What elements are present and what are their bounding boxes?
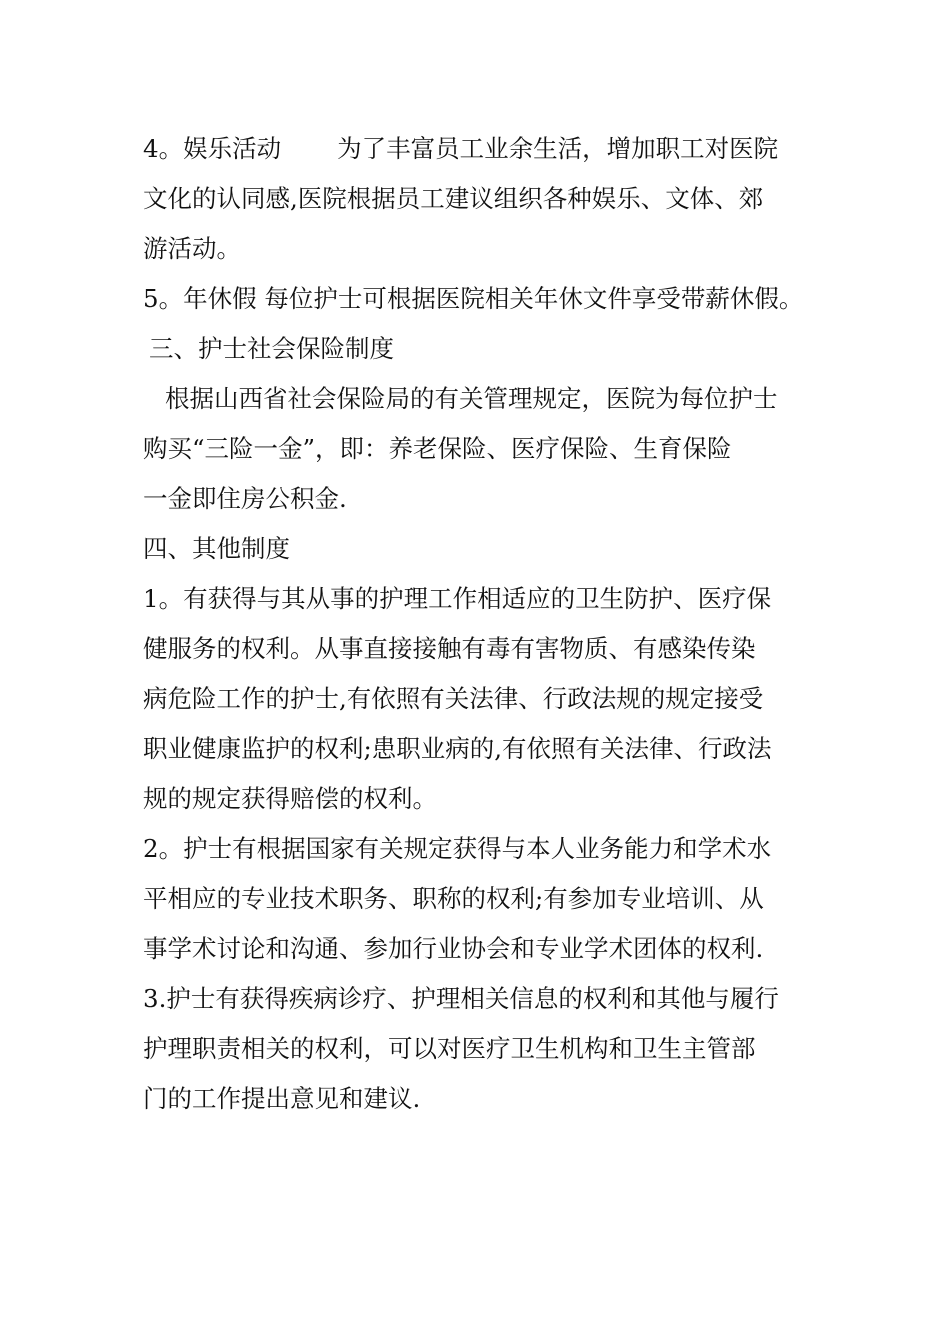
item-4-text: 为了丰富员工业余生活，增加职工对医院: [337, 134, 779, 163]
text-line: 1。有获得与其从事的护理工作相适应的卫生防护、医疗保: [143, 584, 772, 613]
item-4-title: 4。娱乐活动: [143, 134, 282, 163]
section-4-item-1: [143, 574, 823, 824]
text-line: 游活动。: [143, 234, 241, 263]
text-line: 职业健康监护的权利;患职业病的,有依照有关法律、行政法: [143, 734, 772, 763]
item-5-annual-leave: [143, 274, 823, 324]
section-4-item-3: [143, 974, 823, 1124]
text-line: 规的规定获得赔偿的权利。: [143, 784, 437, 813]
text-line: 门的工作提出意见和建议.: [143, 1084, 421, 1113]
section-3-social-insurance: [143, 324, 823, 524]
text-line: 2。护士有根据国家有关规定获得与本人业务能力和学术水: [143, 834, 772, 863]
text-line: 护理职责相关的权利，可以对医疗卫生机构和卫生主管部: [143, 1034, 756, 1063]
item-4-entertainment: [143, 124, 823, 274]
text-line: 平相应的专业技术职务、职称的权利;有参加专业培训、从: [143, 884, 764, 913]
text-line: 根据山西省社会保险局的有关管理规定，医院为每位护士: [165, 384, 778, 413]
text-line: 健服务的权利。从事直接接触有毒有害物质、有感染传染: [143, 634, 756, 663]
section-4-heading: 四、其他制度: [143, 534, 290, 563]
section-4-item-2: [143, 824, 823, 974]
text-line: 3.护士有获得疾病诊疗、护理相关信息的权利和其他与履行: [143, 984, 779, 1013]
text-line: 文化的认同感,医院根据员工建议组织各种娱乐、文体、郊: [143, 184, 764, 213]
text-line: 事学术讨论和沟通、参加行业协会和专业学术团体的权利.: [143, 934, 764, 963]
text-line: 病危险工作的护士,有依照有关法律、行政法规的规定接受: [143, 684, 764, 713]
document-body: [143, 124, 823, 1124]
text-line: 一金即住房公积金.: [143, 484, 347, 513]
section-4-other-rules: [143, 524, 823, 1124]
section-3-heading: 三、护士社会保险制度: [149, 334, 394, 363]
text-line: [143, 124, 823, 174]
text-line: 购买“三险一金”，即：养老保险、医疗保险、生育保险: [143, 434, 732, 463]
text-line: 5。年休假 每位护士可根据医院相关年休文件享受带薪休假。: [143, 284, 804, 313]
